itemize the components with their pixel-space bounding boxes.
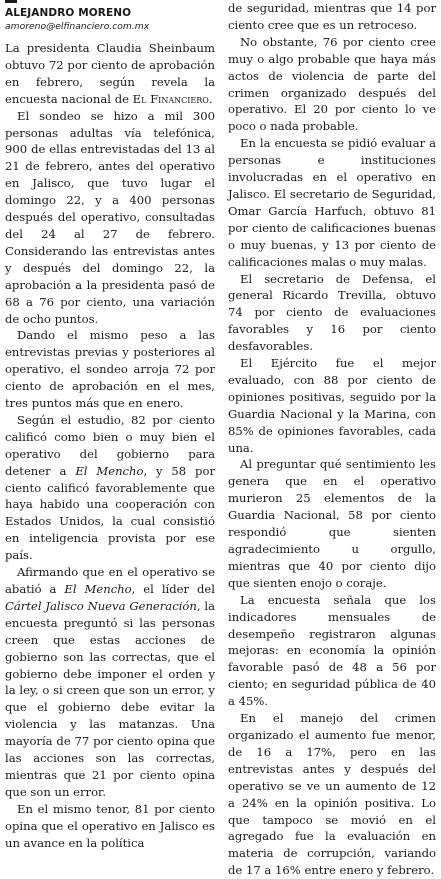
paragraph-9: El secretario de Defensa, el general Ricardo Trevilla, obtuvo 74 por ciento de evaluaciones favorables y 16 por ciento desfavorables. [228, 271, 436, 354]
paragraph-6: En el mismo tenor, 81 por ciento opina que el operativo en Jalisco es un avance en la política [5, 801, 215, 850]
author-name: ALEJANDRO MORENO [5, 7, 132, 19]
article-column-left [5, 0, 215, 850]
paragraph-7: No obstante, 76 por ciento cree muy o algo probable que haya más actos de violencia de parte del crimen organizado después del operativo. El 20 por ciento lo ve poco o nada probable. [228, 34, 436, 134]
newspaper-name: El Financiero [132, 91, 209, 106]
paragraph-2: El sondeo se hizo a mil 300 personas adultas vía telefónica, 900 de ellas entrevistadas del 13 al 21 de febrero, antes del operativo en Jalisco, que tuvo lugar el domingo 22, y a 400 personas después del operativo, consultadas del 24 al 27 de febrero. Considerando las entrevistas antes y después del domingo 22, la aprobación a la presidenta pasó de 68 a 76 por ciento, una variación de ocho puntos. [5, 108, 215, 326]
author-email: amoreno@elfinanciero.com.mx [5, 21, 150, 32]
paragraph-3: Dando el mismo peso a las entrevistas previas y posteriores al operativo, el sondeo arroja 72 por ciento de aprobación en el mes, tres puntos más que en enero. [5, 328, 215, 411]
paragraph-10: El Ejército fue el mejor evaluado, con 88 por ciento de opiniones positivas, seguido por la Guardia Nacional y la Marina, con 85% de opiniones favorables, cada una. [228, 356, 436, 455]
paragraph-1: La presidenta Claudia Sheinbaum obtuvo 72 por ciento de aprobación en febrero, según revela la encuesta nacional de El Financiero. [5, 41, 215, 106]
paragraph-8: En la encuesta se pidió evaluar a personas e instituciones involucradas en el operativo en Jalisco. El secretario de Seguridad, Omar García Harfuch, obtuvo 81 por ciento de calificaciones buenas o muy buenas, y 13 por ciento de calificaciones malas o muy malas. [228, 136, 436, 269]
paragraph-11: Al preguntar qué sentimiento les genera que en el operativo murieron 25 elementos de la Guardia Nacional, 58 por ciento respondió que sienten agradecimiento u orgullo, mientras que 40 por ciento dijo que sienten enojo o coraje. [228, 457, 436, 590]
paragraph-continued: de seguridad, mientras que 14 por ciento cree que es un retroceso. [228, 1, 436, 32]
article-column-right [228, 0, 436, 878]
paragraph-12: La encuesta señala que los indicadores mensuales de desempeño registraron algunas mejoras: en economía la opinión favorable pasó de 48 a 56 por ciento; en seguridad pública de 40 a 45%. [228, 592, 436, 709]
paragraph-4: Según el estudio, 82 por ciento calificó como bien o muy bien el operativo del gobierno para detener a El Mencho, y 58 por ciento calificó favorablemente que haya habido una cooperación con Estados Unidos, la cual consistió en inteligencia provista por ese país. [5, 412, 215, 563]
paragraph-13: En el manejo del crimen organizado el aumento fue menor, de 16 a 17%, pero en las entrevistas antes y después del operativo se ve un aumento de 12 a 24% en la opinión positiva. Lo que tampoco se movió en el agregado fue la evaluación en materia de corrupción, variando de 17 a 16% entre enero y febrero. [228, 711, 436, 878]
paragraph-5: Afirmando que en el operativo se abatió a El Mencho, el líder del Cártel Jalisco Nueva Generación, la encuesta preguntó si las personas creen que estas acciones de gobierno son las correctas, que el gobierno debe imponer el orden y la ley, o si creen que son un error, y que el gobierno debe evitar la violencia y las matanzas. Una mayoría de 77 por ciento opina que las acciones son las correctas, mientras que 21 por ciento opina que son un error. [5, 565, 215, 799]
